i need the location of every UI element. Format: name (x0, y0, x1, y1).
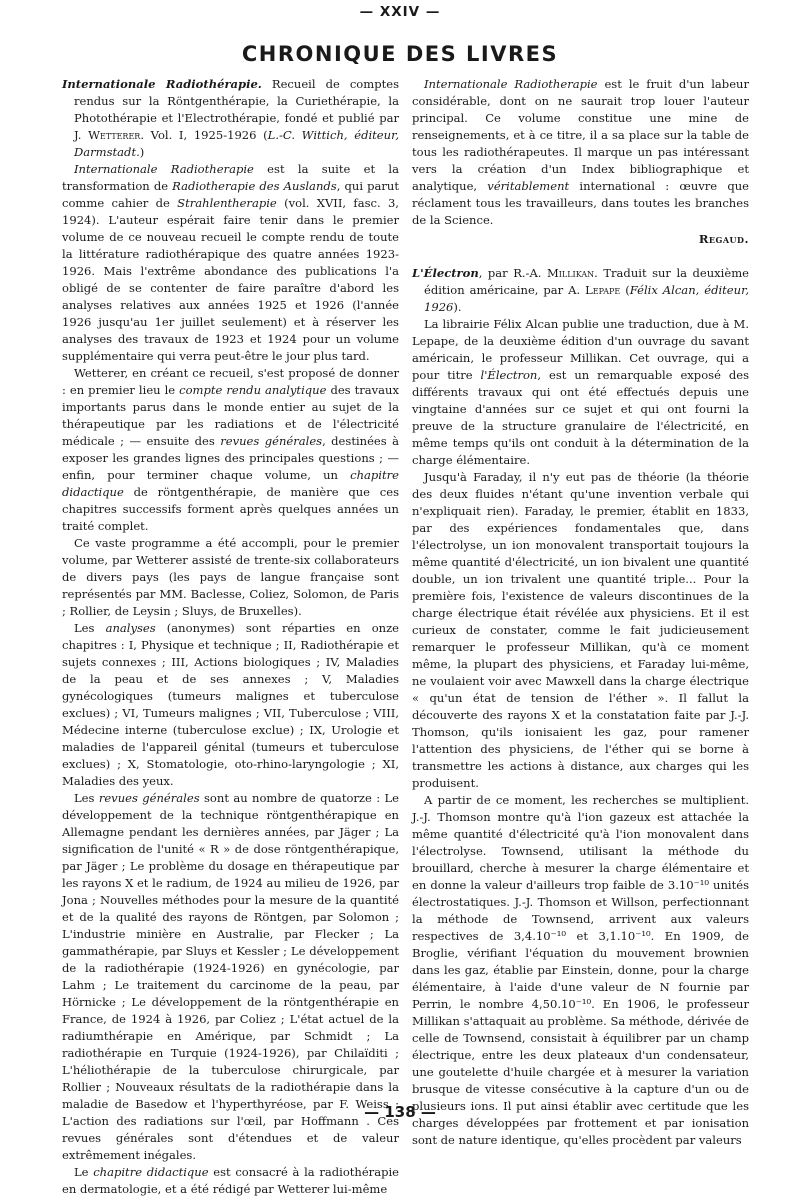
review-paragraph (62, 161, 399, 365)
text-run: est la suite et la transformation de (62, 162, 399, 193)
text-run: international : œuvre que réclament tous les travailleurs, dans toutes les branches de la Science. (412, 179, 749, 227)
text-run: Wetterer, en créant ce recueil, s'est proposé de donner : en premier lieu le (62, 366, 399, 397)
italic-text: chapitre didactique (62, 468, 399, 499)
italic-text: l'Électron (480, 368, 538, 382)
book-close-paren: ) (139, 145, 145, 159)
italic-text: Radiotherapie des Auslands (172, 179, 337, 193)
review-paragraph (62, 1164, 399, 1198)
book-translator: A. Lepape (568, 283, 621, 297)
text-run: Le (74, 1165, 94, 1179)
italic-text: analyses (105, 621, 156, 635)
text-run: , est un remarquable exposé des différents travaux qui ont été effectués depuis une vingtaine d'années sur ce sujet et qui ont fourni la preuve de la structure granulaire de l'électricité, en même temps qu'ils ont conduit à la détermination de la charge élémentaire. (412, 368, 750, 467)
running-header: — XXIV — (359, 4, 441, 20)
text-run: des travaux importants parus dans le monde entier au sujet de la thérapeutique par les radiations et de l'électricité médicale ; — ensuite des (62, 383, 400, 448)
text-run: Les (74, 791, 99, 805)
italic-text: véritablement (487, 179, 570, 193)
italic-text: revues générales (98, 791, 200, 805)
text-run: ). (453, 300, 462, 314)
text-run: La librairie Félix Alcan publie une traduction, due à M. Lepape, de la deuxième édition d'un ouvrage du savant américain, le professeur Millikan. Cet ouvrage, qui a pour titre (412, 317, 749, 382)
page-number: — 138 — (364, 1103, 436, 1121)
text-run: Les (74, 621, 106, 635)
italic-text: revues générales (220, 434, 323, 448)
italic-text: Internationale Radiotherapie (74, 162, 254, 176)
book-title: L'Électron (412, 266, 479, 280)
italic-text: Internationale Radiotherapie (424, 77, 598, 91)
italic-text: chapitre didactique (93, 1165, 209, 1179)
text-run: (anonymes) sont réparties en onze chapitres : I, Physique et technique ; II, Radiothérapie et sujets connexes ; III, Actions biologiques ; IV, Maladies de la peau et de ses annexes ; V, Maladies gynécologiques (tumeurs malignes et tuberculose exclues) ; VI, Tumeurs malignes ; VII, Tuberculose ; VIII, Médecine interne (tuberculose exclue) ; IX, Urologie et maladies de l'appareil génital (tumeurs et tuberculose exclues) ; X, Stomatologie, oto-rhino-laryngologie ; XI, Maladies des yeux. (62, 621, 399, 788)
book-author: R.-A. Millikan (513, 266, 595, 280)
italic-text: Strahlentherapie (177, 196, 277, 210)
spacer (412, 248, 749, 265)
book-editor: J. Wetterer (74, 128, 141, 142)
text-run: , qui parut comme cahier de (62, 179, 399, 210)
book-description: Recueil de comptes rendus sur la Röntgenthérapie, la Curiethérapie, la Photothérapie et l'Electrothérapie, fondé et publié par (74, 77, 400, 125)
book-publisher: Félix Alcan, éditeur, 1926 (424, 283, 749, 314)
text-run: est le fruit d'un labeur considérable, dont on ne saurait trop louer l'auteur principal. Ce volume constitue une mine de renseignements, et à ce titre, il a sa place sur la table de tous les radiothérapeutes. Il marque un pas intéressant vers la création d'un Index bibliographique et analytique, (412, 77, 749, 193)
review-paragraph (62, 365, 399, 535)
right-column (412, 76, 749, 1149)
text-run: est consacré à la radiothérapie en dermatologie, et a été rédigé par Wetterer lui-même (62, 1165, 399, 1196)
review-heading-radiotherapie (62, 76, 399, 161)
review-paragraph (412, 76, 749, 229)
book-volume: . Vol. I, 1925-1926 ( (140, 128, 268, 142)
text-run: , destinées à exposer les grandes lignes des principales questions ; — enfin, pour terminer chaque volume, un (62, 434, 399, 482)
book-publisher: L.-C. Wittich, éditeur, Darmstadt. (74, 128, 399, 159)
italic-text: compte rendu analytique (179, 383, 327, 397)
text-run: ( (620, 283, 630, 297)
book-title: Internationale Radiothérapie. (62, 77, 262, 91)
text-run: de röntgenthérapie, de manière que ces chapitres successifs forment après quelques années un traité complet. (62, 485, 399, 533)
review-heading-electron (412, 265, 749, 316)
review-signature: Regaud. (698, 232, 749, 246)
text-run: (vol. XVII, fasc. 3, 1924). L'auteur espérait faire tenir dans le premier volume de ce nouveau recueil le compte rendu de toute la littérature radiothérapique des quatre années 1923-1926. Mais l'extrême abondance des publications l'a obligé de se contenter de faire paraître d'abord les analyses relatives aux années 1925 et 1926 (l'année 1926 jusqu'au 1er juillet seulement) et à réserver les analyses des travaux de 1923 et 1924 pour un volume supplémentaire qui verra peut-être le jour plus tard. (62, 196, 399, 363)
review-paragraph: Jusqu'à Faraday, il n'y eut pas de théorie (la théorie des deux fluides n'étant qu'une invention verbale qui n'expliquait rien). Faraday, le premier, établit en 1833, par des expériences fondamentales que, dans l'électrolyse, un ion monovalent transportait toujours la même quantité d'électricité, un ion bivalent une quantité double, un ion trivalent une quantité triple... Pour la première fois, l'existence de valeurs discontinues de la charge électrique était révélée aux physiciens. Et il est curieux de constater, comme le fait judicieusement remarquer le professeur Millikan, qu'à ce moment même, la plupart des physiciens, et Faraday lui-même, ne voulaient voir avec Mawxell dans la charge électrique « qu'un état de tension de l'éther ». Il fallut la découverte des rayons X et la constatation faite par J.-J. Thomson, qu'ils ionisaient les gaz, pour ramener l'attention des physiciens, de l'éther qui se borne à transmettre les actions à distance, aux charges qui les produisent. (412, 470, 749, 790)
review-paragraph (412, 316, 749, 469)
review-paragraph (62, 620, 399, 790)
review-paragraph: A partir de ce moment, les recherches se multiplient. J.-J. Thomson montre qu'à l'ion gazeux est attachée la même quantité d'électricité qu'à l'ion monovalent dans l'électrolyse. Townsend, utilisant la méthode du brouillard, cherche à mesurer la charge élémentaire et en donne la valeur d'ailleurs trop faible de 3.10⁻¹⁰ unités électrostatiques. J.-J. Thomson et Willson, perfectionnant la méthode de Townsend, arrivent aux valeurs respectives de 3,4.10⁻¹⁰ et 3,1.10⁻¹⁰. En 1909, de Broglie, vérifiant l'équation du mouvement brownien dans les gaz, établie par Einstein, donne, pour la charge élémentaire, à l'aide d'une valeur de N fournie par Perrin, le nombre 4,50.10⁻¹⁰. En 1906, le professeur Millikan s'attaquait au problème. Sa méthode, dérivée de celle de Townsend, consistait à équilibrer par un champ électrique, entre les deux plateaux d'un condensateur, une goutelette d'huile chargée et à mesurer la variation brusque de vitesse consécutive à la capture d'un ou de plusieurs ions. Il put ainsi établir avec certitude que les charges développées par frottement et par ionisation sont de nature identique, qu'elles procèdent par valeurs (412, 793, 749, 1147)
text-run: . Traduit sur la deuxième édition américaine, par (424, 266, 749, 297)
review-paragraph: Ce vaste programme a été accompli, pour le premier volume, par Wetterer assisté de trente-six collaborateurs de divers pays (les pays de langue française sont représentés par MM. Baclesse, Coliez, Solomon, de Paris ; Rollier, de Leysin ; Sluys, de Bruxelles). (62, 536, 399, 618)
text-run: sont au nombre de quatorze : Le développement de la technique röntgenthérapique en Allemagne pendant les dernières années, par Jäger ; La signification de l'unité « R » de dose röntgenthérapique, par Jäger ; Le problème du dosage en thérapeutique par les rayons X et le radium, de 1924 au milieu de 1926, par Jona ; Nouvelles méthodes pour la mesure de la quantité et de la qualité des rayons de Röntgen, par Solomon ; L'industrie minière en Australie, par Flecker ; La gammathérapie, par Sluys et Kessler ; Le développement de la radiothérapie (1924-1926) en gynécologie, par Lahm ; Le traitement du carcinome de la peau, par Hörnicke ; Le développement de la röntgenthérapie en France, de 1924 à 1926, par Coliez ; L'état actuel de la radiumthérapie en Amérique, par Schmidt ; La radiothérapie en Turquie (1924-1926), par Chilaïditi ; L'héliothérapie de la tuberculose chirurgicale, par Rollier ; Nouveaux résultats de la radiothérapie dans la maladie de Basedow et l'hyperthyréose, par F. Weiss ; L'action des radiations sur l'œil, par Hoffmann . Ces revues générales sont d'étendues et de valeur extrêmement inégales. (62, 791, 399, 1162)
text-run: , par (478, 266, 514, 280)
left-column (62, 76, 399, 1198)
section-title: CHRONIQUE DES LIVRES (241, 42, 559, 66)
